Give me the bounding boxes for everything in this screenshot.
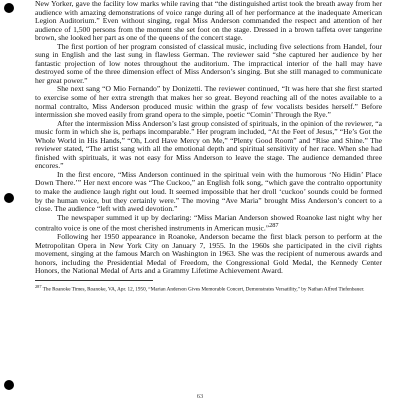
paragraph: She next sang “O Mio Fernando” by Donizetti. The reviewer continued, “It was here that she first started to exercise some of her extra strength that makes her so great. Beyond reaching all of the notes available to a normal contralto, Miss Anderson produced music within the grasp of few vocalists besides herself.” Before intermission she moved easily from grand opera to the simple, poetic “Comin’ Through the Rye.”: [35, 84, 382, 120]
paragraph: The newspaper summed it up by declaring: “Miss Marian Anderson showed Roanoke last night why her contralto voice is one of the most cherished instruments in American music.”$^{287}$: [35, 212, 382, 233]
page-number: 63: [196, 393, 204, 400]
binder-hole-middle: [4, 193, 14, 203]
paragraph: Following her 1950 appearance in Roanoke, Anderson became the first black person to perform at the Metropolitan Opera in New York City on January 7, 1955. In the 1960s she participated in the civil rights movement, singing at the famous March on Washington in 1963. She was the recipient of numerous awards and honors, including the Presidential Medal of Freedom, the Congressional Gold Medal, the Kennedy Center Honors, the National Medal of Arts and a Grammy Lifetime Achievement Award.: [35, 232, 382, 276]
body-text: [35, 0, 382, 293]
footnote-number: 287: [35, 284, 42, 290]
footnote: [35, 284, 382, 293]
paragraph: After the intermission Miss Anderson’s last group consisted of spirituals, in the opinion of the reviewer, “a music form in which she is, perhaps incomparable.” Her program included, “At the Feet of Jesus,” “He’s Got the Whole World in His Hands,” “Oh, Lord Have Mercy on Me,” “Plenty Good Room” and “Rise and Shine.” The reviewer stated, “The artist sang with all the emotional depth and spiritual sensitivity of her race. When she had finished with spirituals, it was not easy for Miss Anderson to leave the stage. The audience demanded three encores.”: [35, 118, 382, 171]
binder-hole-top: [4, 3, 14, 13]
paragraph: In the first encore, “Miss Anderson continued in the spiritual vein with the humorous ‘No Hidin’ Place Down There.’” Her next encore was “The Cuckoo,” an English folk song, “which gave the contralto opportunity to make the audience laugh right out loud. It seemed impossible that her droll ‘cuckoo’ sounds could be formed by the human voice, but they certainly were.” The moving “Ave Maria” brought Miss Anderson’s concert to a close. The audience “left with awed devotion.”: [35, 169, 382, 214]
binder-hole-bottom: [4, 380, 14, 390]
paragraph: The first portion of her program consisted of classical music, including five selections from Handel, four sung in English and the last sung in flawless German. The reviewer said “she captured her audience by her fantastic projection of low notes throughout the auditorium. The impractical interior of the hall may have destroyed some of the three dimension effect of Miss Anderson’s singing. But she still managed to communicate her great power.”: [35, 41, 382, 85]
paragraph: New Yorker, gave the facility low marks while raving that “the distinguished artist took the breath away from her audience with amazing demonstrations of voice range during all of her performance at the inadequate American Legion Auditorium.” Even without singing, regal Miss Anderson commanded the respect and attention of her audience of 1,500 persons from the moment she set foot on the stage. Dressed in a brown taffeta over tangerine brown, she looked her part as one of the queens of the concert stage.: [35, 0, 382, 43]
footnote-text: The Roanoke Times, Roanoke, VA, Apr. 12, 1950, “Marian Anderson Gives Memorable Concert, Demonstrates Versatility,” by Nathan Alfred Tiefenbauer.: [41, 286, 365, 293]
footnote-divider: [35, 280, 153, 281]
